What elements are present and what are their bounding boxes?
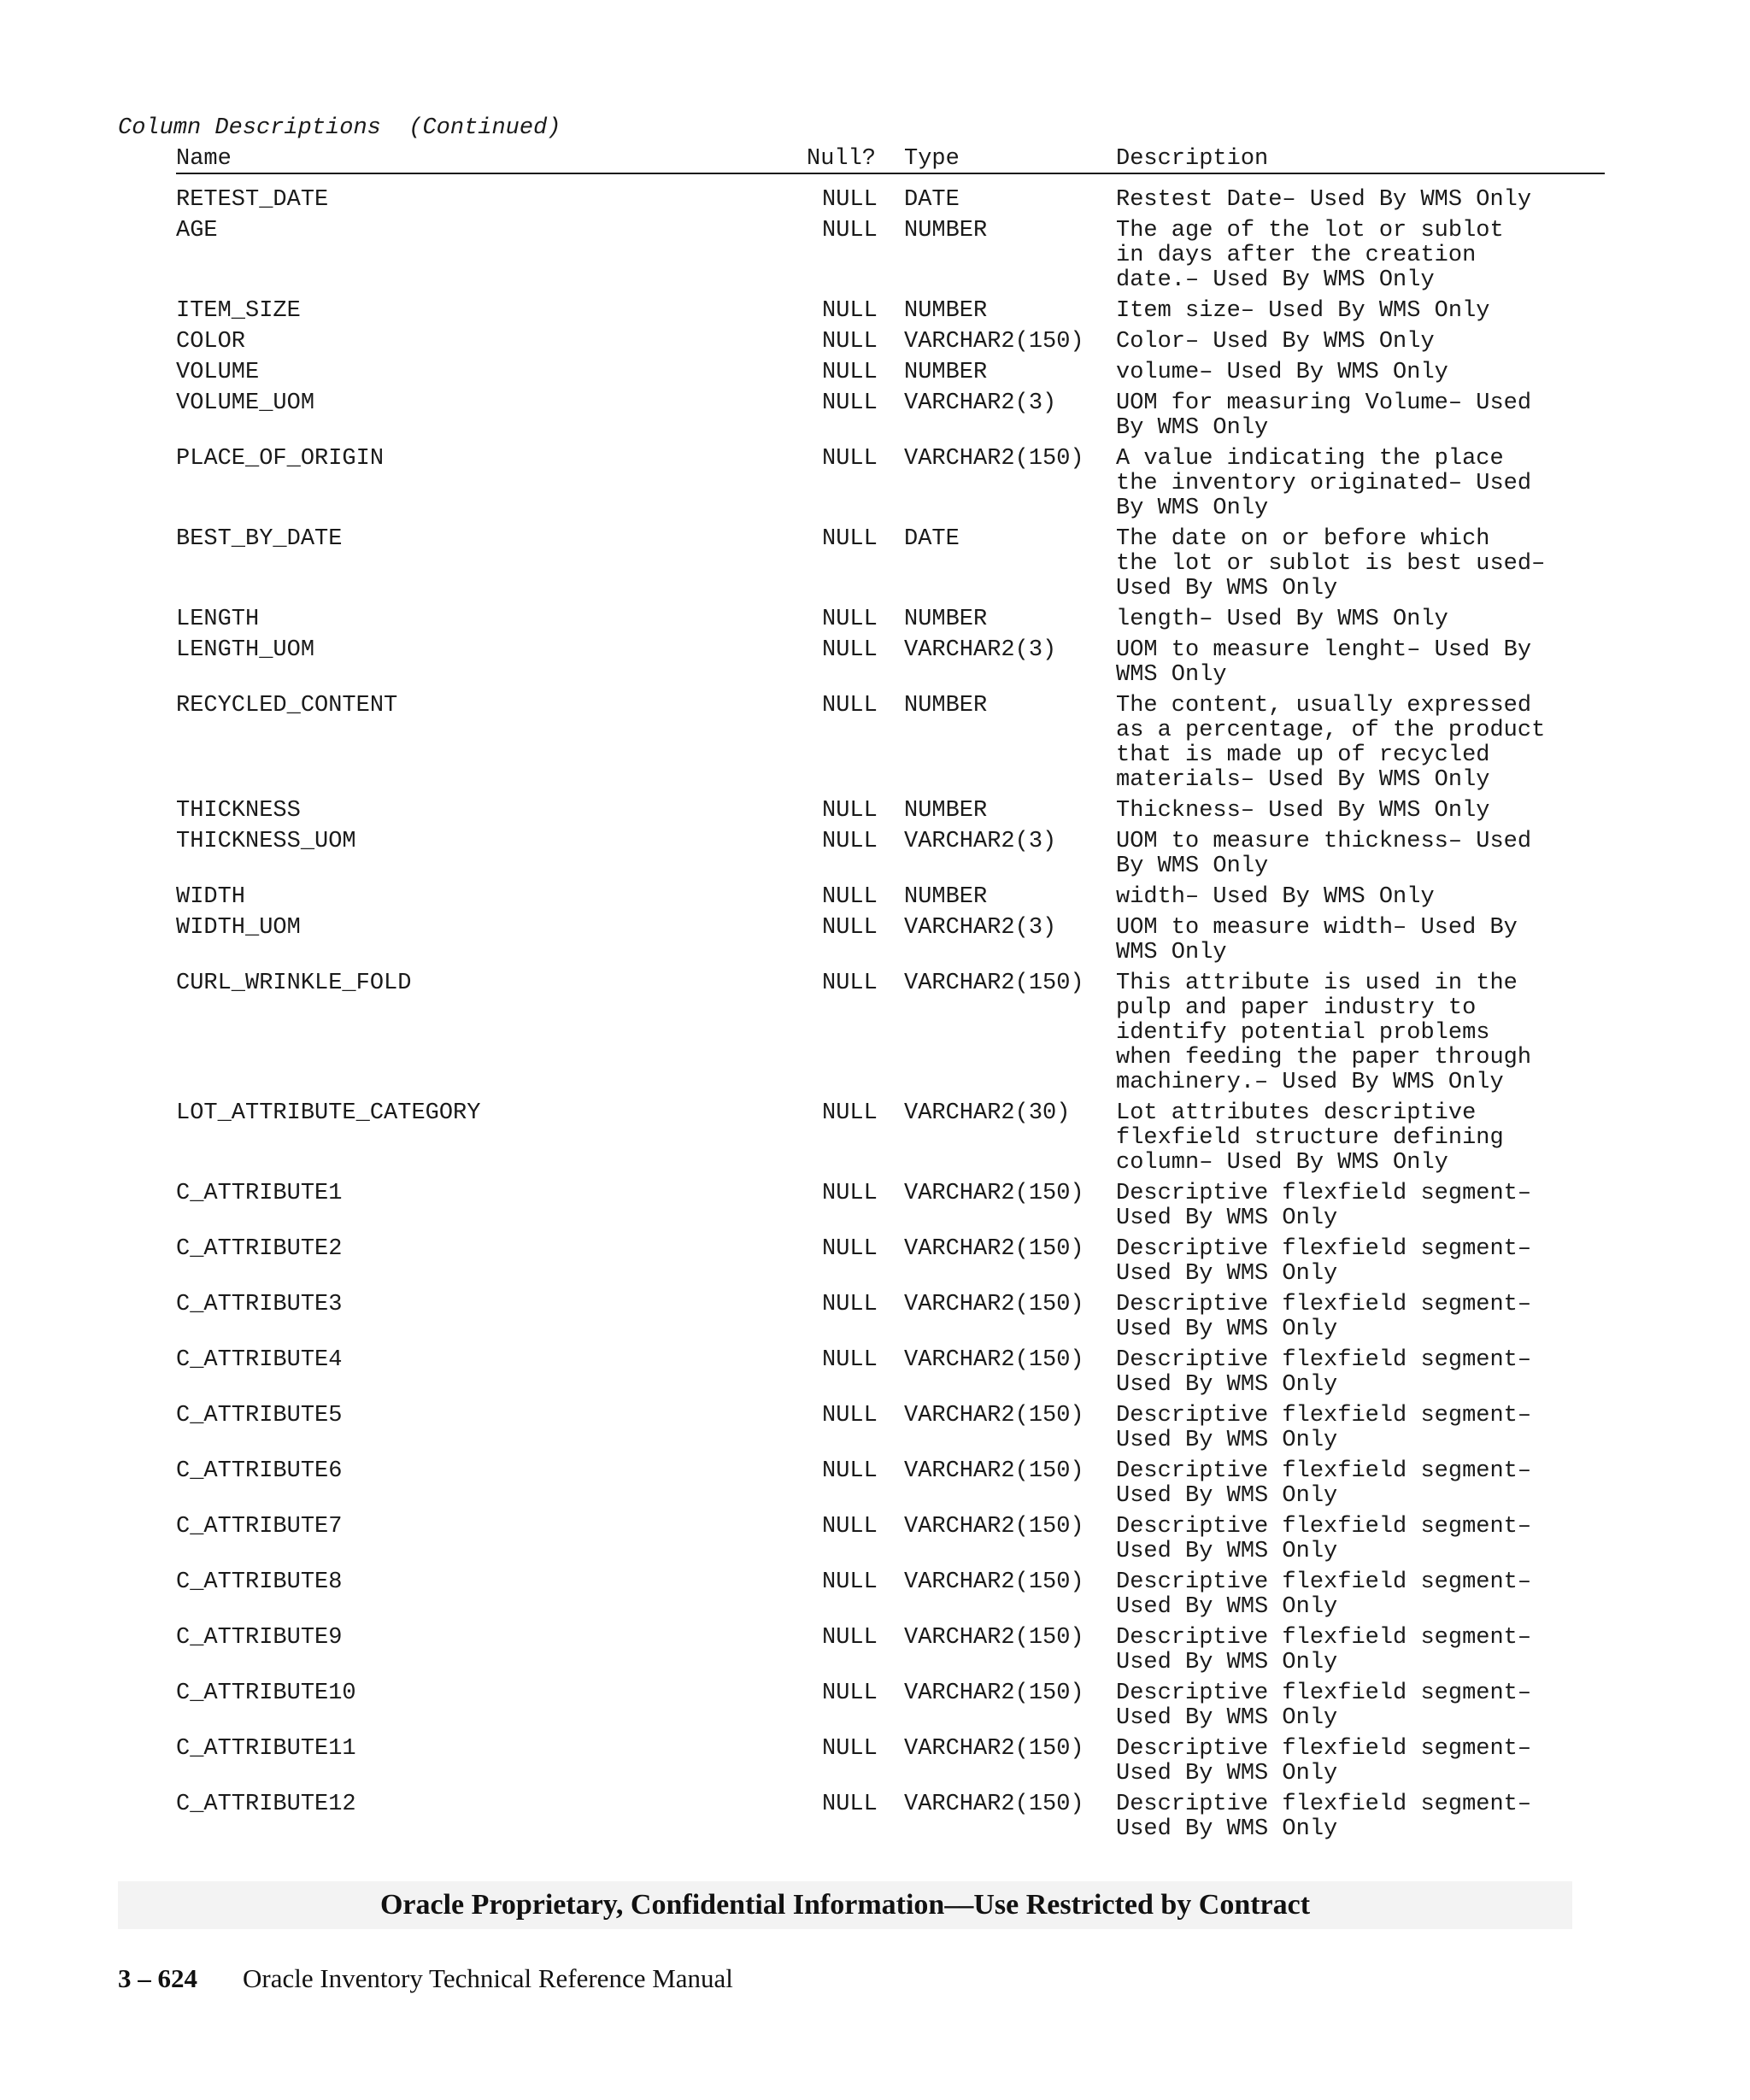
null-cell: NULL: [822, 884, 878, 910]
null-cell: NULL: [822, 390, 878, 416]
description-cell: Descriptive flexfield segment– Used By WMS Only: [1116, 1569, 1532, 1620]
column-name-cell: ITEM_SIZE: [176, 298, 301, 324]
type-cell: NUMBER: [904, 798, 988, 824]
description-cell: Descriptive flexfield segment– Used By WMS Only: [1116, 1236, 1532, 1287]
table-row: [176, 188, 1605, 213]
type-cell: VARCHAR2(150): [904, 1625, 1084, 1651]
null-cell: NULL: [822, 1625, 878, 1651]
type-cell: DATE: [904, 526, 960, 552]
null-cell: NULL: [822, 915, 878, 941]
type-cell: NUMBER: [904, 360, 988, 385]
description-cell: UOM to measure thickness– Used By WMS Only: [1116, 829, 1532, 879]
type-cell: VARCHAR2(3): [904, 637, 1057, 663]
column-descriptions-table: [176, 144, 1605, 1848]
column-name-cell: C_ATTRIBUTE5: [176, 1403, 343, 1428]
column-name-cell: LOT_ATTRIBUTE_CATEGORY: [176, 1100, 481, 1126]
null-cell: NULL: [822, 607, 878, 632]
column-name-cell: C_ATTRIBUTE4: [176, 1347, 343, 1373]
column-name-cell: PLACE_OF_ORIGIN: [176, 446, 385, 472]
null-cell: NULL: [822, 1292, 878, 1317]
type-cell: VARCHAR2(150): [904, 1514, 1084, 1540]
type-cell: VARCHAR2(30): [904, 1100, 1071, 1126]
null-cell: NULL: [822, 187, 878, 213]
description-cell: The content, usually expressed as a percentage, of the product that is made up of recycled materials– Used By WMS Only: [1116, 693, 1546, 793]
null-cell: NULL: [822, 298, 878, 324]
description-cell: Descriptive flexfield segment– Used By WMS Only: [1116, 1681, 1532, 1731]
column-name-cell: C_ATTRIBUTE9: [176, 1625, 343, 1651]
description-cell: Item size– Used By WMS Only: [1116, 298, 1490, 324]
description-cell: Restest Date– Used By WMS Only: [1116, 187, 1532, 213]
type-cell: NUMBER: [904, 218, 988, 243]
table-row: [176, 1737, 1605, 1786]
description-cell: The age of the lot or sublot in days after the creation date.– Used By WMS Only: [1116, 218, 1504, 293]
null-cell: NULL: [822, 1681, 878, 1706]
table-row: [176, 1570, 1605, 1620]
type-cell: VARCHAR2(150): [904, 971, 1084, 996]
table-row: [176, 607, 1605, 632]
null-cell: NULL: [822, 693, 878, 719]
description-cell: length– Used By WMS Only: [1116, 607, 1448, 632]
type-cell: NUMBER: [904, 607, 988, 632]
column-name-cell: COLOR: [176, 329, 246, 355]
description-cell: Descriptive flexfield segment– Used By WMS Only: [1116, 1458, 1532, 1509]
null-cell: NULL: [822, 1100, 878, 1126]
table-row: [176, 885, 1605, 910]
column-name-cell: C_ATTRIBUTE3: [176, 1292, 343, 1317]
table-row: [176, 799, 1605, 824]
type-cell: VARCHAR2(150): [904, 1236, 1084, 1262]
null-cell: NULL: [822, 798, 878, 824]
description-cell: Descriptive flexfield segment– Used By WMS Only: [1116, 1403, 1532, 1453]
column-name-cell: CURL_WRINKLE_FOLD: [176, 971, 412, 996]
null-cell: NULL: [822, 446, 878, 472]
table-row: [176, 1792, 1605, 1842]
description-cell: Descriptive flexfield segment– Used By WMS Only: [1116, 1181, 1532, 1231]
header-type: Type: [904, 146, 960, 172]
column-name-cell: THICKNESS_UOM: [176, 829, 356, 854]
manual-title: Oracle Inventory Technical Reference Manual: [243, 1963, 733, 1993]
table-body: [176, 174, 1605, 1842]
table-row: [176, 830, 1605, 879]
type-cell: VARCHAR2(150): [904, 1792, 1084, 1817]
table-row: [176, 219, 1605, 293]
column-name-cell: C_ATTRIBUTE2: [176, 1236, 343, 1262]
table-row: [176, 1348, 1605, 1398]
page-number: 3 – 624: [118, 1963, 197, 1993]
null-cell: NULL: [822, 829, 878, 854]
column-name-cell: THICKNESS: [176, 798, 301, 824]
type-cell: DATE: [904, 187, 960, 213]
column-name-cell: WIDTH_UOM: [176, 915, 301, 941]
description-cell: Descriptive flexfield segment– Used By WMS Only: [1116, 1292, 1532, 1342]
null-cell: NULL: [822, 1569, 878, 1595]
column-name-cell: WIDTH: [176, 884, 246, 910]
description-cell: UOM for measuring Volume– Used By WMS Only: [1116, 390, 1532, 441]
type-cell: VARCHAR2(150): [904, 446, 1084, 472]
column-name-cell: VOLUME: [176, 360, 260, 385]
column-name-cell: LENGTH: [176, 607, 260, 632]
null-cell: NULL: [822, 329, 878, 355]
type-cell: VARCHAR2(150): [904, 1181, 1084, 1206]
column-name-cell: C_ATTRIBUTE1: [176, 1181, 343, 1206]
column-name-cell: C_ATTRIBUTE7: [176, 1514, 343, 1540]
table-row: [176, 1515, 1605, 1564]
null-cell: NULL: [822, 1347, 878, 1373]
null-cell: NULL: [822, 526, 878, 552]
column-name-cell: RETEST_DATE: [176, 187, 329, 213]
header-description: Description: [1116, 146, 1269, 172]
null-cell: NULL: [822, 1458, 878, 1484]
type-cell: VARCHAR2(3): [904, 390, 1057, 416]
table-row: [176, 1459, 1605, 1509]
null-cell: NULL: [822, 1181, 878, 1206]
description-cell: Descriptive flexfield segment– Used By WMS Only: [1116, 1736, 1532, 1786]
column-name-cell: LENGTH_UOM: [176, 637, 315, 663]
type-cell: NUMBER: [904, 884, 988, 910]
column-name-cell: AGE: [176, 218, 218, 243]
table-row: [176, 916, 1605, 965]
page-footer: [118, 1962, 733, 1996]
type-cell: VARCHAR2(3): [904, 829, 1057, 854]
type-cell: VARCHAR2(150): [904, 1403, 1084, 1428]
table-row: [176, 527, 1605, 601]
null-cell: NULL: [822, 1236, 878, 1262]
type-cell: VARCHAR2(150): [904, 1681, 1084, 1706]
description-cell: UOM to measure lenght– Used By WMS Only: [1116, 637, 1532, 688]
type-cell: VARCHAR2(3): [904, 915, 1057, 941]
table-row: [176, 1626, 1605, 1675]
table-row: [176, 1101, 1605, 1176]
null-cell: NULL: [822, 637, 878, 663]
description-cell: UOM to measure width– Used By WMS Only: [1116, 915, 1518, 965]
description-cell: Descriptive flexfield segment– Used By WMS Only: [1116, 1347, 1532, 1398]
column-name-cell: C_ATTRIBUTE10: [176, 1681, 356, 1706]
column-name-cell: C_ATTRIBUTE8: [176, 1569, 343, 1595]
type-cell: VARCHAR2(150): [904, 1347, 1084, 1373]
table-row: [176, 638, 1605, 688]
table-row: [176, 1404, 1605, 1453]
table-row: [176, 361, 1605, 385]
description-cell: A value indicating the place the inventory originated– Used By WMS Only: [1116, 446, 1532, 521]
type-cell: NUMBER: [904, 693, 988, 719]
confidential-notice: Oracle Proprietary, Confidential Information––Use Restricted by Contract: [379, 1889, 1311, 1921]
type-cell: VARCHAR2(150): [904, 1736, 1084, 1762]
page-heading: Column Descriptions (Continued): [118, 115, 561, 141]
table-row: [176, 391, 1605, 441]
null-cell: NULL: [822, 1403, 878, 1428]
null-cell: NULL: [822, 218, 878, 243]
null-cell: NULL: [822, 971, 878, 996]
description-cell: width– Used By WMS Only: [1116, 884, 1435, 910]
column-name-cell: RECYCLED_CONTENT: [176, 693, 398, 719]
table-row: [176, 330, 1605, 355]
table-row: [176, 299, 1605, 324]
column-name-cell: VOLUME_UOM: [176, 390, 315, 416]
type-cell: NUMBER: [904, 298, 988, 324]
column-name-cell: C_ATTRIBUTE11: [176, 1736, 356, 1762]
description-cell: Thickness– Used By WMS Only: [1116, 798, 1490, 824]
null-cell: NULL: [822, 1792, 878, 1817]
column-name-cell: C_ATTRIBUTE12: [176, 1792, 356, 1817]
type-cell: VARCHAR2(150): [904, 1458, 1084, 1484]
header-name: Name: [176, 146, 232, 172]
description-cell: This attribute is used in the pulp and paper industry to identify potential problems when feeding the paper through machinery.– Used By WMS Only: [1116, 971, 1532, 1095]
description-cell: Descriptive flexfield segment– Used By WMS Only: [1116, 1792, 1532, 1842]
table-row: [176, 1681, 1605, 1731]
table-row: [176, 971, 1605, 1095]
null-cell: NULL: [822, 1514, 878, 1540]
table-row: [176, 1237, 1605, 1287]
table-row: [176, 1182, 1605, 1231]
description-cell: The date on or before which the lot or sublot is best used– Used By WMS Only: [1116, 526, 1546, 601]
type-cell: VARCHAR2(150): [904, 1569, 1084, 1595]
header-null: Null?: [807, 146, 877, 172]
description-cell: Descriptive flexfield segment– Used By WMS Only: [1116, 1514, 1532, 1564]
null-cell: NULL: [822, 360, 878, 385]
table-header: [176, 144, 1605, 174]
column-name-cell: BEST_BY_DATE: [176, 526, 343, 552]
description-cell: Color– Used By WMS Only: [1116, 329, 1435, 355]
column-name-cell: C_ATTRIBUTE6: [176, 1458, 343, 1484]
null-cell: NULL: [822, 1736, 878, 1762]
table-row: [176, 694, 1605, 793]
confidential-banner: [118, 1881, 1572, 1929]
type-cell: VARCHAR2(150): [904, 1292, 1084, 1317]
table-row: [176, 1293, 1605, 1342]
description-cell: Lot attributes descriptive flexfield structure defining column– Used By WMS Only: [1116, 1100, 1504, 1176]
description-cell: Descriptive flexfield segment– Used By WMS Only: [1116, 1625, 1532, 1675]
table-row: [176, 447, 1605, 521]
type-cell: VARCHAR2(150): [904, 329, 1084, 355]
description-cell: volume– Used By WMS Only: [1116, 360, 1448, 385]
